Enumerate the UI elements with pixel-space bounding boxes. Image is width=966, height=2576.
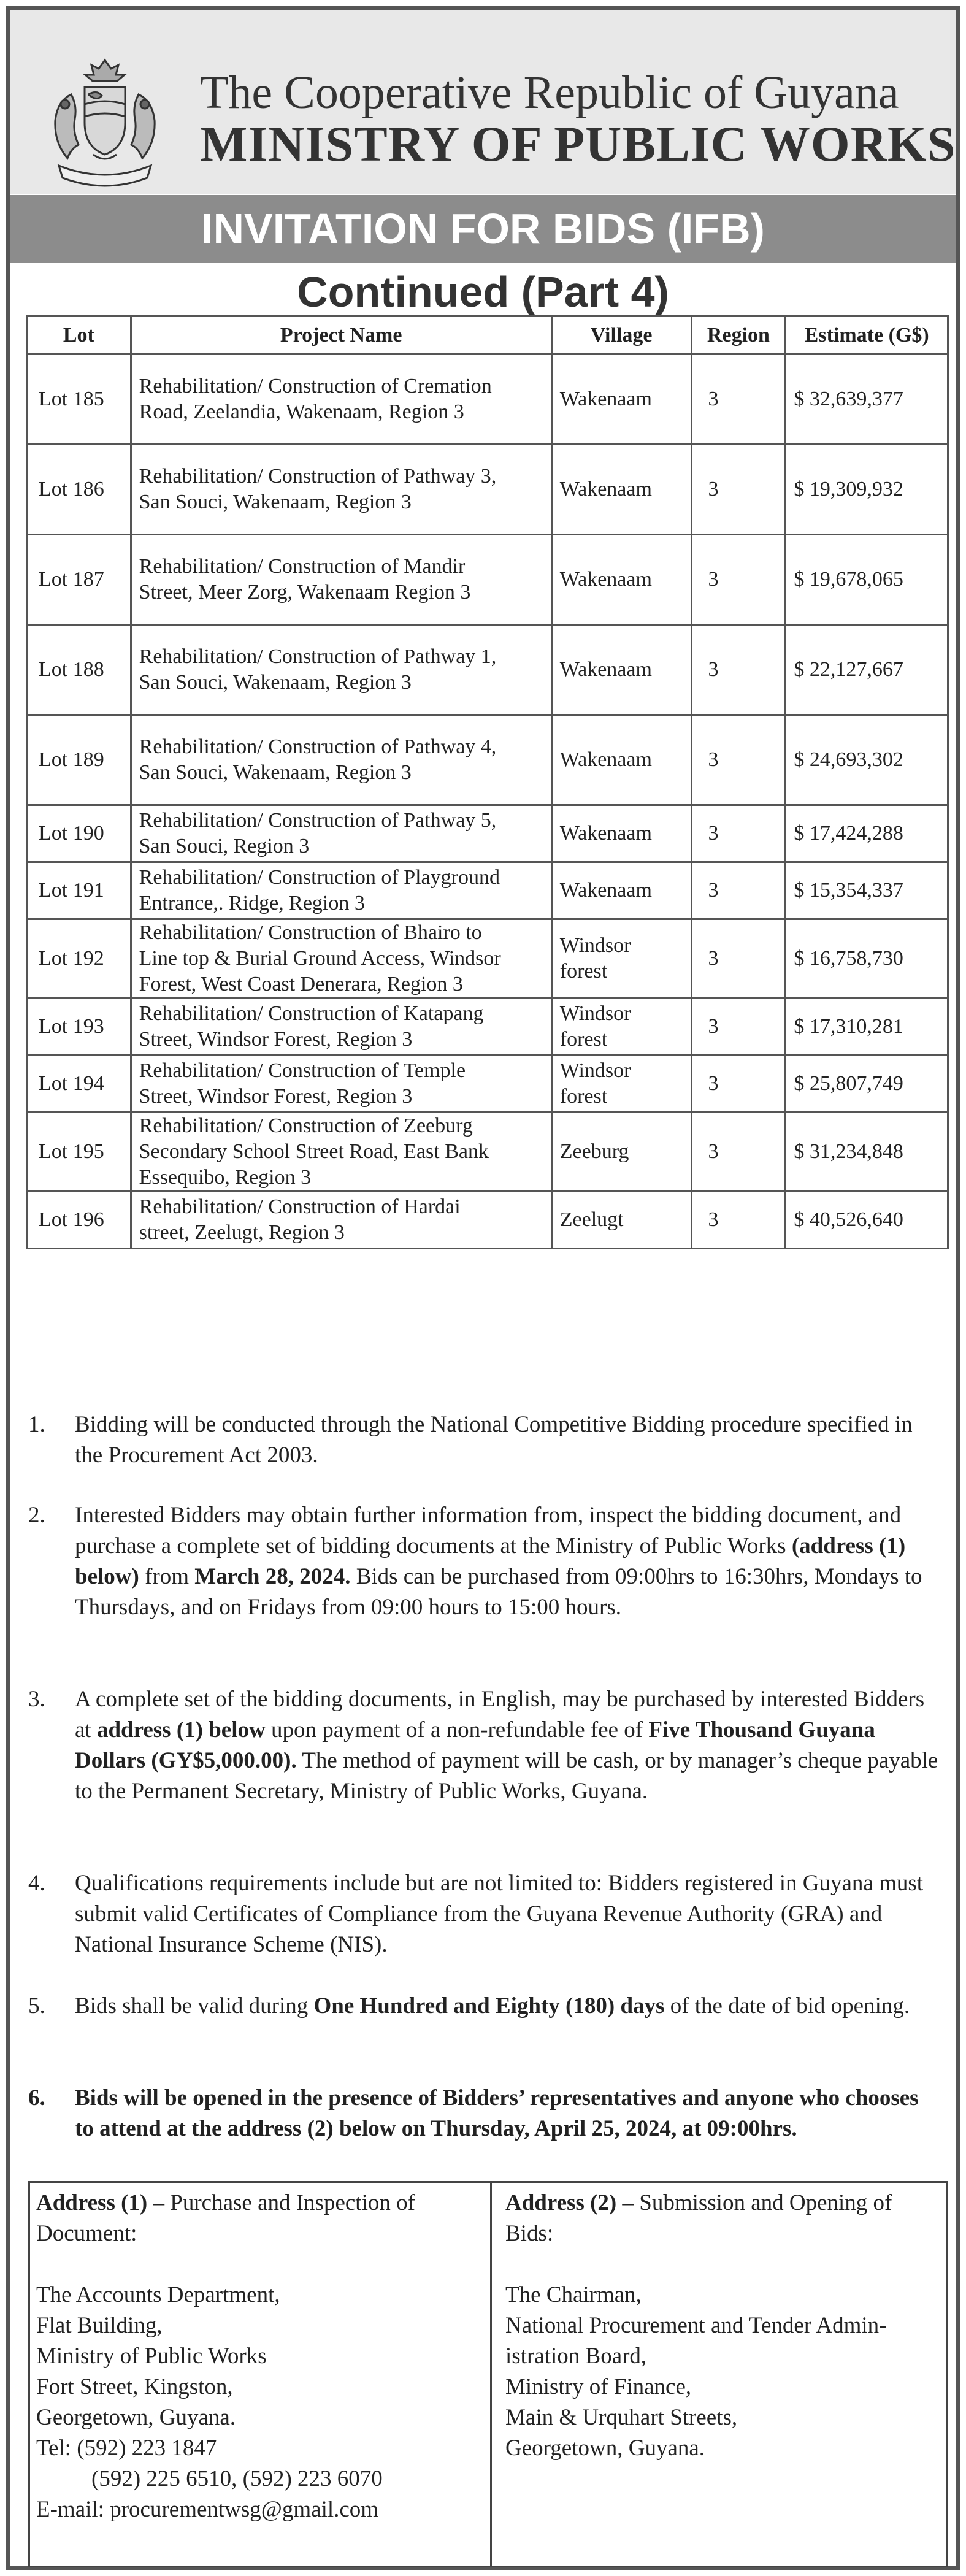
cell-lot: Lot 189: [27, 715, 131, 805]
address-1-line: Ministry of Public Works: [36, 2344, 267, 2369]
address-2-line: The Chairman,: [505, 2282, 642, 2307]
address-1-tel: Tel: (592) 223 1847: [36, 2436, 217, 2461]
cell-project-name: Rehabilitation/ Construction of Cremation Road, Zeelandia, Wakenaam, Region 3: [131, 355, 551, 445]
cell-lot: Lot 187: [27, 535, 131, 625]
cell-region: 3: [691, 355, 786, 445]
table-row: [27, 715, 948, 805]
table-row: [27, 919, 948, 999]
notice-frame: [6, 6, 960, 2570]
address-2-line: National Procurement and Tender Admin-: [505, 2313, 887, 2338]
cell-lot: Lot 185: [27, 355, 131, 445]
cell-village: Zeeburg: [551, 1113, 691, 1192]
cell-lot: Lot 191: [27, 862, 131, 919]
cell-lot: Lot 196: [27, 1192, 131, 1249]
cell-lot: Lot 195: [27, 1113, 131, 1192]
cell-estimate: $ 19,309,932: [786, 445, 948, 535]
cell-village: Windsor forest: [551, 919, 691, 999]
header-band: [10, 10, 956, 194]
ministry-title: MINISTRY OF PUBLIC WORKS: [200, 116, 956, 172]
cell-region: 3: [691, 1192, 786, 1249]
condition-number: 4.: [28, 1871, 45, 1896]
address-1-email: E-mail: procurementwsg@gmail.com: [36, 2497, 379, 2522]
ifb-banner: INVITATION FOR BIDS (IFB): [10, 195, 956, 263]
cell-region: 3: [691, 715, 786, 805]
address-1-line: Georgetown, Guyana.: [36, 2405, 236, 2430]
table-row: [27, 1192, 948, 1249]
cell-estimate: $ 17,424,288: [786, 805, 948, 862]
address-2-box: [505, 2188, 944, 2464]
cell-estimate: $ 22,127,667: [786, 625, 948, 715]
address-2-line: Georgetown, Guyana.: [505, 2436, 705, 2461]
cell-village: Windsor forest: [551, 999, 691, 1056]
cell-project-name: Rehabilitation/ Construction of Pathway 1, San Souci, Wakenaam, Region 3: [131, 625, 551, 715]
cell-project-name: Rehabilitation/ Construction of Bhairo to Line top & Burial Ground Access, Windsor Forest, West Coast Denerara, Region 3: [131, 919, 551, 999]
cell-project-name: Rehabilitation/ Construction of Mandir Street, Meer Zorg, Wakenaam Region 3: [131, 535, 551, 625]
cell-estimate: $ 16,758,730: [786, 919, 948, 999]
address-1-heading: Address (1) – Purchase and Inspection of Document:: [36, 2190, 415, 2246]
condition-number: 6.: [28, 2085, 45, 2110]
address-1-line: Flat Building,: [36, 2313, 163, 2338]
address-boxes: [28, 2181, 948, 2567]
condition-number: 3.: [28, 1687, 45, 1712]
condition-number: 1.: [28, 1412, 45, 1437]
cell-estimate: $ 31,234,848: [786, 1113, 948, 1192]
cell-region: 3: [691, 1056, 786, 1113]
cell-village: Wakenaam: [551, 715, 691, 805]
cell-project-name: Rehabilitation/ Construction of Hardai street, Zeelugt, Region 3: [131, 1192, 551, 1249]
cell-region: 3: [691, 445, 786, 535]
cell-estimate: $ 17,310,281: [786, 999, 948, 1056]
cell-lot: Lot 194: [27, 1056, 131, 1113]
cell-region: 3: [691, 1113, 786, 1192]
cell-estimate: $ 19,678,065: [786, 535, 948, 625]
condition-text: Bids shall be valid during One Hundred and Eighty (180) days of the date of bid opening.: [75, 1993, 910, 2018]
table-header-row: [27, 316, 948, 355]
table-row: [27, 805, 948, 862]
cell-project-name: Rehabilitation/ Construction of Temple Street, Windsor Forest, Region 3: [131, 1056, 551, 1113]
table-row: [27, 445, 948, 535]
condition-number: 5.: [28, 1993, 45, 2018]
address-2-heading: Address (2) – Submission and Opening of Bids:: [505, 2190, 892, 2246]
cell-region: 3: [691, 999, 786, 1056]
address-1-line: The Accounts Department,: [36, 2282, 280, 2307]
address-1-tel-extra: (592) 225 6510, (592) 223 6070: [91, 2466, 383, 2491]
cell-lot: Lot 190: [27, 805, 131, 862]
cell-village: Wakenaam: [551, 355, 691, 445]
cell-lot: Lot 193: [27, 999, 131, 1056]
cell-village: Wakenaam: [551, 535, 691, 625]
cell-region: 3: [691, 625, 786, 715]
table-row: [27, 862, 948, 919]
cell-estimate: $ 24,693,302: [786, 715, 948, 805]
address-2-line: istration Board,: [505, 2344, 647, 2369]
address-1-line: Fort Street, Kingston,: [36, 2374, 233, 2399]
col-header-project-name: Project Name: [131, 316, 551, 355]
table-row: [27, 1056, 948, 1113]
cell-project-name: Rehabilitation/ Construction of Katapang Street, Windsor Forest, Region 3: [131, 999, 551, 1056]
condition-text: Bids will be opened in the presence of Bidders’ representatives and anyone who chooses to attend at the address (2) below on Thursday, April 25, 2024, at 09:00hrs.: [75, 2085, 919, 2141]
table-row: [27, 625, 948, 715]
address-1-box: [36, 2188, 487, 2525]
cell-project-name: Rehabilitation/ Construction of Pathway 4, San Souci, Wakenaam, Region 3: [131, 715, 551, 805]
table-row: [27, 535, 948, 625]
table-body: [27, 355, 948, 1249]
address-2-line: Main & Urquhart Streets,: [505, 2405, 738, 2430]
col-header-lot: Lot: [27, 316, 131, 355]
condition-text: Bidding will be conducted through the National Competitive Bidding procedure specified in the Procurement Act 2003.: [75, 1412, 913, 1468]
cell-village: Windsor forest: [551, 1056, 691, 1113]
condition-number: 2.: [28, 1503, 45, 1528]
address-divider: [490, 2183, 492, 2566]
cell-estimate: $ 32,639,377: [786, 355, 948, 445]
condition-text: A complete set of the bidding documents, in English, may be purchased by interested Bidders at address (1) below upon payment of a non-refundable fee of Five Thousand Guyana Dollars (GY$5,000.00). The method of payment will be cash, or by manager’s cheque payable to the Permanent Secretary, Ministry of Public Works, Guyana.: [75, 1687, 938, 1804]
cell-estimate: $ 25,807,749: [786, 1056, 948, 1113]
cell-region: 3: [691, 862, 786, 919]
condition-text: Qualifications requirements include but are not limited to: Bidders registered in Guyana must submit valid Certificates of Compliance from the Guyana Revenue Authority (GRA) and National Insurance Scheme (NIS).: [75, 1871, 924, 1957]
cell-estimate: $ 40,526,640: [786, 1192, 948, 1249]
cell-village: Zeelugt: [551, 1192, 691, 1249]
cell-project-name: Rehabilitation/ Construction of Pathway 5, San Souci, Region 3: [131, 805, 551, 862]
cell-estimate: $ 15,354,337: [786, 862, 948, 919]
cell-village: Wakenaam: [551, 805, 691, 862]
lots-table: [26, 315, 949, 1249]
cell-lot: Lot 188: [27, 625, 131, 715]
cell-project-name: Rehabilitation/ Construction of Pathway 3, San Souci, Wakenaam, Region 3: [131, 445, 551, 535]
cell-village: Wakenaam: [551, 445, 691, 535]
table-row: [27, 1113, 948, 1192]
table-row: [27, 355, 948, 445]
condition-text: Interested Bidders may obtain further information from, inspect the bidding document, and purchase a complete set of bidding documents at the Ministry of Public Works (address (1) below) from March 28, 2024. Bids can be purchased from 09:00hrs to 16:30hrs, Mondays to Thursdays, and on Fridays from 09:00 hours to 15:00 hours.: [75, 1503, 922, 1620]
table-row: [27, 999, 948, 1056]
country-title: The Cooperative Republic of Guyana: [200, 67, 899, 118]
cell-project-name: Rehabilitation/ Construction of Zeeburg Secondary School Street Road, East Bank Essequibo, Region 3: [131, 1113, 551, 1192]
col-header-village: Village: [551, 316, 691, 355]
cell-lot: Lot 192: [27, 919, 131, 999]
col-header-region: Region: [691, 316, 786, 355]
cell-project-name: Rehabilitation/ Construction of Playground Entrance,. Ridge, Region 3: [131, 862, 551, 919]
cell-region: 3: [691, 535, 786, 625]
cell-lot: Lot 186: [27, 445, 131, 535]
cell-region: 3: [691, 805, 786, 862]
col-header-estimate: Estimate (G$): [786, 316, 948, 355]
cell-village: Wakenaam: [551, 862, 691, 919]
address-2-line: Ministry of Finance,: [505, 2374, 692, 2399]
cell-region: 3: [691, 919, 786, 999]
cell-village: Wakenaam: [551, 625, 691, 715]
coat-of-arms-icon: [34, 52, 175, 193]
continued-subtitle: Continued (Part 4): [297, 268, 669, 316]
